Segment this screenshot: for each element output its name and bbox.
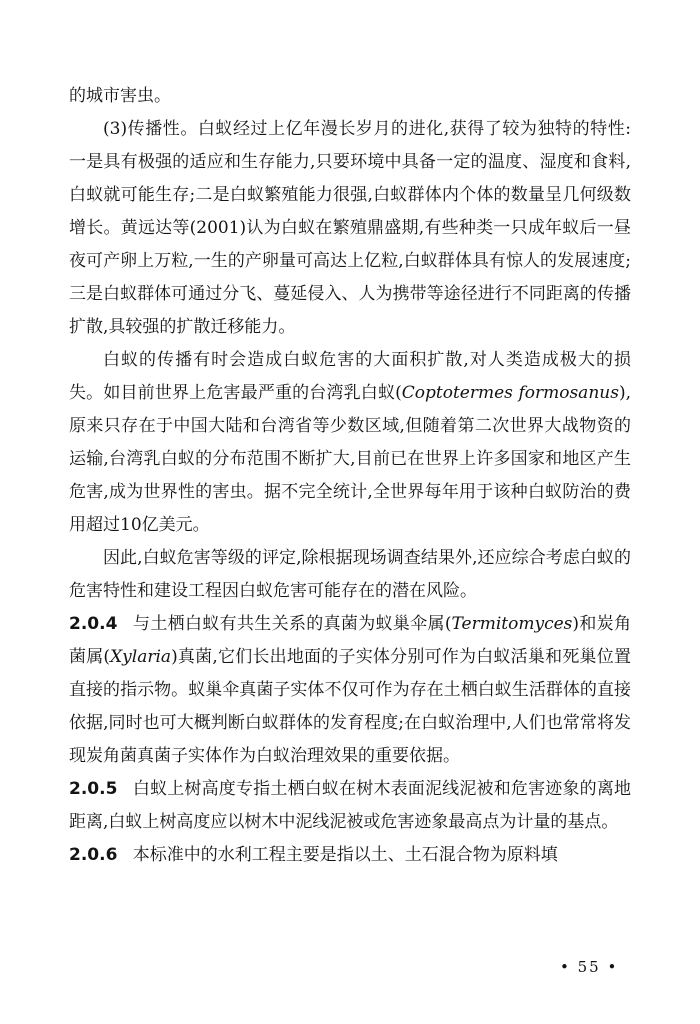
text-run: 白蚁的传播有时会造成白蚁危害的大面积扩散,对人类造成极大的损失。如目前世界上危害最严重的台湾乳白蚁( (69, 350, 631, 403)
text-run: 白蚁上树高度专指土栖白蚁在树木表面泥线泥被和危害迹象的离地距离,白蚁上树高度应以树木中泥线泥被或危害迹象最高点为计量的基点。 (69, 779, 631, 832)
latin-name: Coptotermes formosanus (401, 383, 619, 403)
paragraph (69, 344, 631, 542)
section-paragraph (69, 839, 631, 872)
text-run: 本标准中的水利工程主要是指以土、土石混合物为原料填 (132, 845, 558, 865)
section-paragraph (69, 608, 631, 773)
section-paragraph (69, 773, 631, 839)
text-run: 因此,白蚁危害等级的评定,除根据现场调查结果外,还应综合考虑白蚁的危害特性和建设工程因白蚁危害可能存在的潜在风险。 (69, 548, 631, 601)
text-run: 的城市害虫。 (69, 86, 171, 106)
paragraph (69, 542, 631, 608)
text-run: ),原来只存在于中国大陆和台湾省等少数区域,但随着第二次世界大战物资的运输,台湾乳白蚁的分布范围不断扩大,目前已在世界上许多国家和地区产生危害,成为世界性的害虫。据不完全统计,全世界每年用于该种白蚁防治的费用超过10亿美元。 (69, 383, 631, 535)
text-run: )和炭角菌属( (69, 614, 631, 667)
section-number: 2.0.6 (69, 845, 118, 865)
page-number: • 55 • (560, 958, 619, 976)
latin-name: Termitomyces (451, 614, 573, 634)
text-run: )真菌,它们长出地面的子实体分别可作为白蚁活巢和死巢位置直接的指示物。蚁巢伞真菌子实体不仅可作为存在土栖白蚁生活群体的直接依据,同时也可大概判断白蚁群体的发育程度;在白蚁治理中,人们也常常将发现炭角菌真菌子实体作为白蚁治理效果的重要依据。 (69, 647, 631, 766)
text-run: 与土栖白蚁有共生关系的真菌为蚁巢伞属( (132, 614, 452, 634)
section-number: 2.0.4 (69, 614, 118, 634)
section-number: 2.0.5 (69, 779, 118, 799)
text-run: (3)传播性。白蚁经过上亿年漫长岁月的进化,获得了较为独特的特性:一是具有极强的适应和生存能力,只要环境中具备一定的温度、湿度和食料,白蚁就可能生存;二是白蚁繁殖能力很强,白蚁群体内个体的数量呈几何级数增长。黄远达等(2001)认为白蚁在繁殖鼎盛期,有些种类一只成年蚁后一昼夜可产卵上万粒,一生的产卵量可高达上亿粒,白蚁群体具有惊人的发展速度;三是白蚁群体可通过分飞、蔓延侵入、人为携带等途径进行不同距离的传播扩散,具较强的扩散迁移能力。 (69, 119, 631, 337)
body-text (69, 80, 631, 872)
paragraph (69, 80, 631, 113)
latin-name: Xylaria (110, 647, 172, 667)
paragraph (69, 113, 631, 344)
